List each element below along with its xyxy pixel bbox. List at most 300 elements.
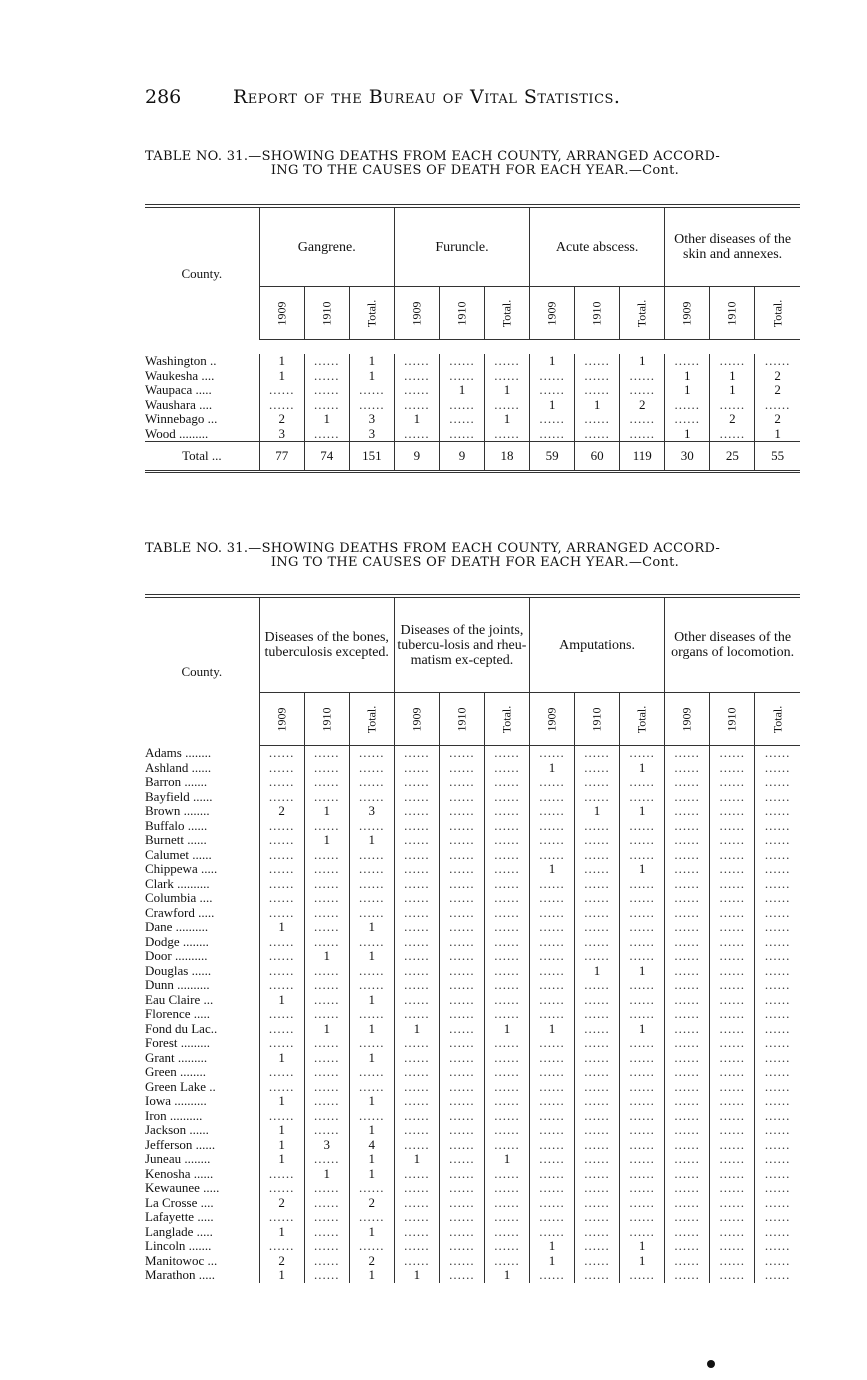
data-cell: ......: [665, 761, 710, 776]
data-cell: ......: [529, 746, 574, 761]
data-cell: ......: [394, 775, 439, 790]
data-cell: ......: [755, 978, 800, 993]
year-label: 1910: [319, 301, 334, 326]
data-cell: ......: [575, 848, 620, 863]
table-row: [145, 891, 800, 906]
data-cell: 1: [349, 369, 394, 384]
data-cell: ......: [665, 1036, 710, 1051]
year-header: [710, 287, 755, 340]
total-cell: 9: [394, 442, 439, 472]
data-cell: ......: [484, 993, 529, 1008]
data-cell: ......: [439, 746, 484, 761]
data-cell: 1: [620, 761, 665, 776]
data-cell: ......: [304, 862, 349, 877]
year-label: Total.: [634, 299, 649, 328]
data-cell: ......: [530, 412, 575, 427]
data-cell: ......: [755, 790, 800, 805]
data-cell: ......: [484, 819, 529, 834]
data-cell: ......: [710, 1268, 755, 1283]
data-cell: ......: [529, 877, 574, 892]
data-cell: ......: [304, 964, 349, 979]
data-cell: ......: [575, 1080, 620, 1095]
data-cell: ......: [349, 819, 394, 834]
data-cell: ......: [349, 1239, 394, 1254]
data-cell: ......: [755, 862, 800, 877]
county-name: Washington ..: [145, 354, 217, 368]
data-cell: ......: [259, 1239, 304, 1254]
data-cell: ......: [575, 369, 620, 384]
data-cell: ......: [394, 761, 439, 776]
data-cell: 1: [620, 862, 665, 877]
data-cell: ......: [439, 964, 484, 979]
data-cell: ......: [755, 1065, 800, 1080]
data-cell: ......: [530, 369, 575, 384]
data-cell: ......: [484, 949, 529, 964]
county-name: Iowa ..........: [145, 1094, 207, 1108]
year-header: [349, 693, 394, 746]
spacer-row: [145, 340, 800, 355]
data-cell: ......: [394, 877, 439, 892]
data-cell: ......: [484, 1181, 529, 1196]
data-cell: ......: [439, 1109, 484, 1124]
table-row: [145, 412, 800, 427]
table-row: [145, 1268, 800, 1283]
year-label: 1909: [679, 707, 694, 732]
data-cell: ......: [484, 891, 529, 906]
data-cell: ......: [484, 761, 529, 776]
data-cell: ......: [304, 369, 349, 384]
data-cell: ......: [665, 833, 710, 848]
year-label: Total.: [364, 299, 379, 328]
data-cell: ......: [529, 1268, 574, 1283]
data-cell: ......: [349, 1065, 394, 1080]
data-cell: ......: [259, 877, 304, 892]
data-cell: ......: [529, 848, 574, 863]
data-cell: ......: [394, 819, 439, 834]
data-cell: ......: [710, 1196, 755, 1211]
data-cell: ......: [349, 1181, 394, 1196]
data-cell: ......: [529, 1036, 574, 1051]
data-cell: ......: [304, 1196, 349, 1211]
year-header: [439, 693, 484, 746]
year-label: 1910: [454, 707, 469, 732]
data-cell: ......: [575, 1094, 620, 1109]
data-cell: ......: [439, 1007, 484, 1022]
data-cell: ......: [349, 964, 394, 979]
data-cell: ......: [665, 978, 710, 993]
data-cell: ......: [710, 427, 755, 442]
year-header: [755, 287, 800, 340]
data-cell: ......: [575, 1210, 620, 1225]
table-row: [145, 1138, 800, 1153]
data-cell: ......: [529, 935, 574, 950]
data-cell: ......: [259, 819, 304, 834]
data-cell: 2: [259, 1254, 304, 1269]
data-cell: 1: [620, 1239, 665, 1254]
data-cell: ......: [665, 1254, 710, 1269]
data-cell: ......: [484, 804, 529, 819]
year-label: 1909: [544, 301, 559, 326]
data-cell: ......: [710, 1123, 755, 1138]
table2-caption-line2: ING TO THE CAUSES OF DEATH FOR EACH YEAR.—Cont.: [270, 555, 680, 570]
data-cell: 2: [349, 1254, 394, 1269]
total-cell: 55: [755, 442, 800, 472]
data-cell: 1: [259, 1051, 304, 1066]
county-name: Marathon .....: [145, 1268, 216, 1282]
data-cell: ......: [620, 790, 665, 805]
data-cell: ......: [394, 891, 439, 906]
county-name: Kewaunee .....: [145, 1181, 220, 1195]
data-cell: ......: [304, 1268, 349, 1283]
data-cell: ......: [304, 1225, 349, 1240]
data-cell: ......: [439, 1181, 484, 1196]
data-cell: ......: [484, 1123, 529, 1138]
year-header: [710, 693, 755, 746]
total-cell: 9: [439, 442, 484, 472]
data-cell: ......: [529, 833, 574, 848]
data-cell: ......: [755, 746, 800, 761]
data-cell: ......: [665, 935, 710, 950]
county-name: Waushara ....: [145, 397, 213, 412]
data-cell: ......: [484, 1036, 529, 1051]
data-cell: 1: [530, 354, 575, 369]
data-cell: 1: [304, 804, 349, 819]
table-row: [145, 978, 800, 993]
data-cell: ......: [710, 891, 755, 906]
data-cell: ......: [710, 1138, 755, 1153]
data-cell: ......: [620, 1210, 665, 1225]
data-cell: ......: [394, 848, 439, 863]
data-cell: ......: [755, 761, 800, 776]
data-cell: 3: [349, 412, 394, 427]
data-cell: ......: [710, 398, 755, 413]
data-cell: ......: [710, 862, 755, 877]
data-cell: 1: [484, 1022, 529, 1037]
data-cell: ......: [710, 964, 755, 979]
group-header-other-locomotion: Other diseases of the organs of locomotion.: [665, 596, 800, 693]
data-cell: 1: [394, 1022, 439, 1037]
data-cell: ......: [710, 354, 755, 369]
data-cell: ......: [710, 746, 755, 761]
county-name: Brown ........: [145, 804, 210, 818]
data-cell: 1: [259, 920, 304, 935]
data-cell: 1: [665, 369, 710, 384]
data-cell: ......: [304, 920, 349, 935]
data-cell: ......: [529, 1109, 574, 1124]
data-cell: ......: [394, 1210, 439, 1225]
data-cell: ......: [575, 833, 620, 848]
data-cell: 1: [665, 427, 710, 442]
data-cell: ......: [710, 833, 755, 848]
county-name: Burnett ......: [145, 833, 207, 847]
data-cell: ......: [439, 877, 484, 892]
data-cell: ......: [394, 1051, 439, 1066]
data-cell: ......: [665, 1268, 710, 1283]
data-cell: ......: [484, 1007, 529, 1022]
data-cell: ......: [484, 1210, 529, 1225]
data-cell: ......: [394, 1123, 439, 1138]
group-header-acute-abscess: Acute abscess.: [530, 206, 665, 287]
data-cell: ......: [304, 819, 349, 834]
total-row: [145, 442, 800, 472]
data-cell: ......: [439, 993, 484, 1008]
county-name: Bayfield ......: [145, 789, 213, 804]
data-cell: ......: [439, 833, 484, 848]
data-cell: ......: [394, 1181, 439, 1196]
data-cell: ......: [394, 833, 439, 848]
county-name: Wood .........: [145, 426, 209, 441]
data-cell: ......: [575, 1022, 620, 1037]
data-cell: ......: [394, 383, 439, 398]
data-cell: ......: [575, 1123, 620, 1138]
year-header: [529, 693, 574, 746]
data-cell: 4: [349, 1138, 394, 1153]
data-cell: ......: [755, 949, 800, 964]
data-cell: ......: [529, 775, 574, 790]
data-cell: ......: [755, 804, 800, 819]
data-cell: ......: [665, 412, 710, 427]
table-row: [145, 761, 800, 776]
data-cell: ......: [755, 993, 800, 1008]
data-cell: ......: [439, 935, 484, 950]
data-cell: ......: [620, 1268, 665, 1283]
data-cell: 1: [755, 427, 800, 442]
year-header: [620, 287, 665, 340]
data-cell: 1: [575, 964, 620, 979]
county-header: County.: [145, 206, 259, 340]
total-cell: 151: [349, 442, 394, 472]
data-cell: ......: [620, 1167, 665, 1182]
data-cell: ......: [394, 1225, 439, 1240]
data-cell: ......: [439, 427, 484, 442]
data-cell: 1: [349, 1167, 394, 1182]
data-cell: ......: [304, 1007, 349, 1022]
data-cell: ......: [755, 1152, 800, 1167]
data-cell: ......: [575, 1254, 620, 1269]
data-cell: ......: [575, 746, 620, 761]
year-header: [575, 287, 620, 340]
data-cell: ......: [529, 1138, 574, 1153]
table-row: [145, 964, 800, 979]
data-cell: ......: [349, 775, 394, 790]
data-cell: ......: [755, 1138, 800, 1153]
data-cell: ......: [394, 369, 439, 384]
data-cell: ......: [755, 1254, 800, 1269]
table-row: [145, 848, 800, 863]
year-label: Total.: [499, 705, 514, 734]
data-cell: ......: [529, 1080, 574, 1095]
data-cell: ......: [755, 775, 800, 790]
data-cell: ......: [304, 1065, 349, 1080]
data-cell: ......: [575, 891, 620, 906]
county-name: Dodge ........: [145, 934, 209, 949]
year-header: [665, 693, 710, 746]
county-name: Manitowoc ...: [145, 1253, 218, 1268]
data-cell: ......: [439, 1152, 484, 1167]
data-cell: 1: [529, 1022, 574, 1037]
data-cell: ......: [304, 978, 349, 993]
data-cell: ......: [304, 891, 349, 906]
data-cell: ......: [710, 1109, 755, 1124]
total-cell: 77: [259, 442, 304, 472]
data-cell: ......: [529, 790, 574, 805]
data-cell: ......: [755, 1181, 800, 1196]
table-row: [145, 354, 800, 369]
data-cell: ......: [349, 1007, 394, 1022]
data-cell: ......: [394, 978, 439, 993]
total-cell: 119: [620, 442, 665, 472]
data-cell: ......: [575, 1152, 620, 1167]
data-cell: ......: [575, 1138, 620, 1153]
data-cell: 1: [304, 1022, 349, 1037]
data-cell: ......: [394, 790, 439, 805]
data-cell: ......: [620, 906, 665, 921]
data-cell: 1: [394, 412, 439, 427]
data-cell: ......: [710, 1080, 755, 1095]
data-cell: ......: [439, 412, 484, 427]
data-cell: ......: [304, 1123, 349, 1138]
year-label: Total.: [634, 705, 649, 734]
group-header-amputations: Amputations.: [529, 596, 664, 693]
table-row: [145, 398, 800, 413]
data-cell: ......: [620, 775, 665, 790]
table-row: [145, 1225, 800, 1240]
data-cell: ......: [259, 862, 304, 877]
data-cell: ......: [575, 1196, 620, 1211]
data-cell: ......: [710, 1181, 755, 1196]
page-header: [145, 86, 825, 108]
data-cell: ......: [620, 993, 665, 1008]
group-header-joints: Diseases of the joints, tubercu-losis and rheu-matism ex-cepted.: [394, 596, 529, 693]
data-cell: ......: [439, 906, 484, 921]
data-cell: ......: [259, 978, 304, 993]
data-cell: 1: [349, 1268, 394, 1283]
data-cell: ......: [259, 790, 304, 805]
data-cell: ......: [304, 427, 349, 442]
year-label: Total.: [770, 705, 785, 734]
data-cell: ......: [259, 1065, 304, 1080]
data-cell: ......: [529, 1152, 574, 1167]
data-cell: ......: [710, 848, 755, 863]
data-cell: ......: [529, 949, 574, 964]
table-row: [145, 1080, 800, 1095]
data-cell: ......: [484, 1225, 529, 1240]
year-header: [665, 287, 710, 340]
data-cell: ......: [710, 1036, 755, 1051]
data-cell: 1: [620, 804, 665, 819]
year-header: [575, 693, 620, 746]
data-cell: ......: [304, 775, 349, 790]
data-cell: 1: [394, 1268, 439, 1283]
data-cell: ......: [665, 1051, 710, 1066]
data-cell: ......: [755, 906, 800, 921]
data-cell: 1: [484, 1268, 529, 1283]
data-cell: ......: [710, 1239, 755, 1254]
data-cell: ......: [484, 398, 529, 413]
data-cell: ......: [710, 1225, 755, 1240]
data-cell: ......: [710, 1094, 755, 1109]
data-cell: ......: [529, 819, 574, 834]
data-cell: 1: [349, 1022, 394, 1037]
data-cell: 1: [530, 398, 575, 413]
data-cell: ......: [439, 1225, 484, 1240]
data-cell: ......: [439, 398, 484, 413]
data-cell: ......: [439, 862, 484, 877]
data-cell: ......: [394, 804, 439, 819]
group-header-bones: Diseases of the bones, tuberculosis excepted.: [259, 596, 394, 693]
data-cell: ......: [575, 1181, 620, 1196]
data-cell: ......: [529, 1167, 574, 1182]
county-name: Dunn ..........: [145, 978, 210, 992]
data-cell: ......: [439, 1080, 484, 1095]
data-cell: ......: [484, 877, 529, 892]
table-row: [145, 1181, 800, 1196]
data-cell: ......: [484, 790, 529, 805]
data-cell: ......: [755, 848, 800, 863]
year-header: [755, 693, 800, 746]
data-cell: ......: [620, 1080, 665, 1095]
data-cell: ......: [484, 920, 529, 935]
table-row: [145, 1123, 800, 1138]
county-name: Langlade .....: [145, 1224, 213, 1239]
data-cell: 1: [484, 383, 529, 398]
group-header-other-skin: Other diseases of the skin and annexes.: [665, 206, 800, 287]
data-cell: ......: [259, 746, 304, 761]
county-name: Waukesha ....: [145, 368, 215, 383]
table-row: [145, 1196, 800, 1211]
data-cell: ......: [665, 746, 710, 761]
table-row: [145, 804, 800, 819]
data-cell: ......: [439, 1123, 484, 1138]
table-row: [145, 1036, 800, 1051]
year-label: 1909: [274, 707, 289, 732]
table-row: [145, 833, 800, 848]
data-cell: 1: [259, 1152, 304, 1167]
data-cell: 1: [394, 1152, 439, 1167]
county-name: Clark ..........: [145, 876, 210, 891]
data-cell: ......: [620, 877, 665, 892]
data-cell: ......: [755, 920, 800, 935]
data-cell: ......: [665, 891, 710, 906]
data-cell: ......: [755, 1167, 800, 1182]
data-cell: ......: [665, 1080, 710, 1095]
data-cell: 1: [349, 354, 394, 369]
year-header: [439, 287, 484, 340]
data-cell: ......: [304, 1254, 349, 1269]
data-cell: ......: [304, 1181, 349, 1196]
data-cell: ......: [620, 1094, 665, 1109]
table2-caption-line1: TABLE NO. 31.—SHOWING DEATHS FROM EACH COUNTY, ARRANGED ACCORD-: [145, 541, 721, 556]
data-cell: 1: [349, 920, 394, 935]
data-cell: ......: [529, 964, 574, 979]
data-cell: ......: [484, 1254, 529, 1269]
data-cell: ......: [710, 819, 755, 834]
data-cell: ......: [575, 775, 620, 790]
data-cell: ......: [439, 949, 484, 964]
data-cell: ......: [575, 1239, 620, 1254]
data-cell: ......: [575, 383, 620, 398]
year-label: Total.: [364, 705, 379, 734]
year-label: 1909: [409, 707, 424, 732]
table-row: [145, 746, 800, 761]
data-cell: ......: [620, 1152, 665, 1167]
data-cell: ......: [620, 1109, 665, 1124]
data-cell: ......: [620, 891, 665, 906]
data-cell: 1: [665, 383, 710, 398]
data-cell: ......: [755, 1123, 800, 1138]
data-cell: ......: [755, 1196, 800, 1211]
data-cell: 1: [620, 1022, 665, 1037]
